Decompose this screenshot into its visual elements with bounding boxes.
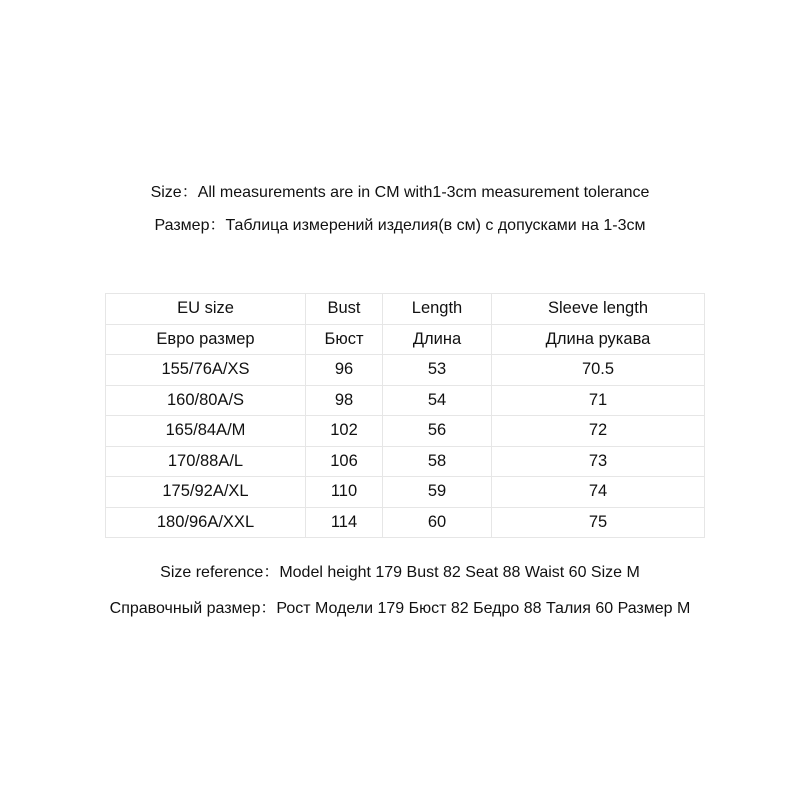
table-cell-sleeve: 71 [492, 385, 705, 416]
table-cell-sleeve: 70.5 [492, 355, 705, 386]
size-reference-russian: Справочный размер：Рост Модели 179 Бюст 82 Бедро 88 Талия 60 Размер M [109, 600, 691, 617]
table-cell-size: 180/96A/XXL [106, 507, 306, 538]
header-cell-length-ru: Длина [383, 324, 492, 355]
table-cell-bust: 102 [306, 416, 383, 447]
header-cell-eu-size-ru: Евро размер [106, 324, 306, 355]
header-cell-sleeve-length-ru: Длина рукава [492, 324, 705, 355]
header-cell-sleeve-length: Sleeve length [492, 294, 705, 325]
size-note-english: Size：All measurements are in CM with1-3cm measurement tolerance [150, 184, 650, 201]
table-cell-length: 54 [383, 385, 492, 416]
table-cell-length: 60 [383, 507, 492, 538]
table-cell-sleeve: 73 [492, 446, 705, 477]
table-row [106, 385, 705, 416]
table-header-row-english [106, 294, 705, 325]
size-note-russian: Размер：Таблица измерений изделия(в см) с допусками на 1-3см [154, 217, 646, 234]
header-cell-bust: Bust [306, 294, 383, 325]
table-row [106, 416, 705, 447]
table-cell-length: 59 [383, 477, 492, 508]
header-cell-length: Length [383, 294, 492, 325]
table-cell-length: 53 [383, 355, 492, 386]
table-cell-bust: 110 [306, 477, 383, 508]
table-row [106, 477, 705, 508]
size-chart-table [105, 293, 705, 538]
table-cell-sleeve: 75 [492, 507, 705, 538]
table-cell-bust: 114 [306, 507, 383, 538]
table-cell-size: 175/92A/XL [106, 477, 306, 508]
size-reference-english: Size reference：Model height 179 Bust 82 Seat 88 Waist 60 Size M [160, 564, 640, 581]
table-row [106, 507, 705, 538]
table-cell-length: 58 [383, 446, 492, 477]
table-cell-sleeve: 72 [492, 416, 705, 447]
table-cell-size: 165/84A/M [106, 416, 306, 447]
table-cell-bust: 98 [306, 385, 383, 416]
table-cell-bust: 106 [306, 446, 383, 477]
table-cell-sleeve: 74 [492, 477, 705, 508]
table-cell-bust: 96 [306, 355, 383, 386]
header-cell-eu-size: EU size [106, 294, 306, 325]
table-cell-size: 155/76A/XS [106, 355, 306, 386]
table-cell-size: 160/80A/S [106, 385, 306, 416]
table-cell-length: 56 [383, 416, 492, 447]
table-header-row-russian [106, 324, 705, 355]
table-cell-size: 170/88A/L [106, 446, 306, 477]
table-row [106, 446, 705, 477]
table-row [106, 355, 705, 386]
header-cell-bust-ru: Бюст [306, 324, 383, 355]
